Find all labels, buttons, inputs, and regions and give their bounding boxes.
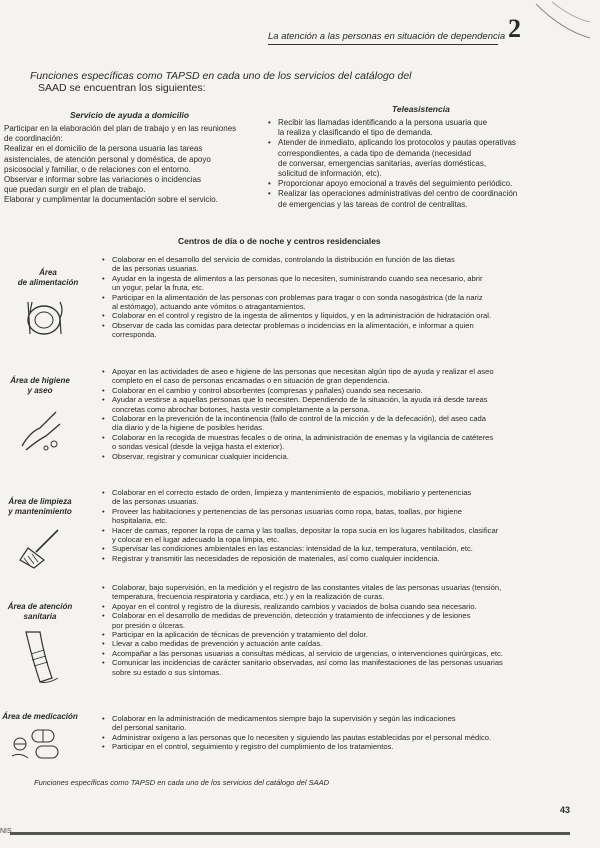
home-help-title: Servicio de ayuda a domicilio [70, 110, 190, 120]
area-label-food: Área de alimentación [17, 268, 79, 287]
centers-title: Centros de día o de noche y centros residenciales [178, 236, 381, 246]
telecare-line: de emergencias y las tareas de control de centralitas. [278, 199, 468, 209]
area-line: • Registrar y transmitir las necesidades de reposición de materiales, así como cualquier incidencia. [100, 554, 570, 563]
area-line: • Proveer las habitaciones y pertenencias de las personas usuarias como ropa, batas, toallas, por higiene [100, 507, 570, 516]
area-food-list [100, 255, 570, 340]
area-line: y colocar en el lugar adecuado la ropa limpia, etc. [112, 535, 280, 545]
chapter-number: 2 [508, 14, 521, 43]
page-number: 43 [560, 805, 571, 815]
home-help-line: Observar e informar sobre las variaciones o incidencias [4, 175, 201, 185]
area-line: • Colaborar, bajo supervisión, en la medición y el registro de las constantes vitales de las personas usuarias (tensión, [100, 583, 570, 592]
area-line: • Colaborar en el desarrollo de medidas de prevención, detección y tratamiento de infecciones y de lesiones [100, 611, 570, 620]
hygiene-hand-icon [16, 402, 66, 454]
home-help-line: Elaborar y cumplimentar la documentación sobre el servicio. [4, 195, 218, 205]
area-line: • Colaborar en el correcto estado de orden, limpieza y mantenimiento de espacios, mobiliario y pertenencias [100, 488, 570, 497]
intro-line: SAAD se encuentran los siguientes: [38, 82, 206, 94]
medication-pills-icon [10, 724, 68, 764]
area-line: hospitalaria, etc. [112, 516, 168, 526]
area-line: • Participar en la alimentación de las personas con problemas para tragar o con sonda nasogástrica (de la nariz [100, 293, 570, 302]
telecare-line: • Realizar las operaciones administrativas del centro de coordinación [268, 189, 586, 199]
cleaning-broom-icon [14, 526, 66, 570]
home-help-line: Realizar en el domicilio de la persona usuaria las tareas [4, 144, 203, 154]
area-line: sobre su estado o sus síntomas. [112, 667, 222, 677]
intro-line: Funciones específicas como TAPSD en cada uno de los servicios del catálogo del [30, 70, 412, 82]
page-curl-icon [532, 0, 592, 40]
edge-mark: NIS [0, 828, 12, 835]
telecare-line: de conversar, emergencias sanitarias, averías domésticas, [278, 158, 487, 168]
area-line: • Participar en la aplicación de técnicas de prevención y tratamiento del dolor. [100, 630, 570, 639]
area-line: • Ayudar en la ingesta de alimentos a las personas que lo necesiten, suministrando cuando sea necesario, abrir [100, 274, 570, 283]
area-line: de las personas usuarias. [112, 264, 199, 274]
area-line: • Colaborar en la prevención de la incontinencia (fallo de control de la micción y de la defecación), del aseo cada [100, 414, 570, 423]
area-line: día diario y de la higiene de posibles heridas. [112, 423, 264, 433]
area-line: de las personas usuarias. [112, 497, 199, 507]
area-line: • Apoyar en el control y registro de la diuresis, realizando cambios y vaciados de bolsa cuando sea necesario. [100, 602, 570, 611]
area-line: del personal sanitario. [112, 723, 187, 733]
telecare-line: • Recibir las llamadas identificando a la persona usuaria que [268, 118, 586, 128]
area-line: por presión o úlceras. [112, 620, 186, 630]
area-line: • Colaborar en el desarrollo del servicio de comidas, controlando la distribución en función de las dietas [100, 255, 570, 264]
area-line: • Colaborar en el cambio y control absorbentes (compresas y pañales) cuando sea necesario. [100, 386, 570, 395]
home-help-line: asistenciales, de atención personal y doméstica, de apoyo [4, 154, 211, 164]
area-line: • Colaborar en el control y registro de la ingesta de alimentos y líquidos, y en la administración de hidratación oral. [100, 311, 570, 320]
food-plate-icon [20, 296, 68, 340]
area-medication-list [100, 714, 570, 752]
telecare-line: • Proporcionar apoyo emocional a través del seguimiento periódico. [268, 179, 586, 189]
area-line: • Colaborar en la administración de medicamentos siempre bajo la supervisión y según las indicaciones [100, 714, 570, 723]
home-help-list [4, 124, 266, 206]
home-help-line: psicosocial y familiar, o de relaciones con el entorno. [4, 164, 191, 174]
area-line: • Apoyar en las actividades de aseo e higiene de las personas que necesitan algún tipo de ayuda y realizar el aseo [100, 367, 570, 376]
area-line: • Supervisar las condiciones ambientales en las estancias: intensidad de la luz, temperatura, ventilación, etc. [100, 544, 570, 553]
area-line: un yogur, pelar la fruta, etc. [112, 283, 205, 293]
area-label-hygiene: Área de higiene y aseo [10, 376, 70, 395]
area-label-cleaning: Área de limpieza y mantenimiento [8, 497, 72, 516]
intro-paragraph [30, 70, 470, 94]
telecare-line: • Atender de inmediato, aplicando los protocolos y pautas operativas [268, 138, 586, 148]
area-line: • Acompañar a las personas usuarias a consultas médicas, al servicio de urgencias, o intervenciones quirúrgicas, etc. [100, 649, 570, 658]
running-header: La atención a las personas en situación de dependencia [268, 31, 506, 42]
area-cleaning-list [100, 488, 570, 563]
telecare-list [268, 118, 586, 210]
area-line: completo en el caso de personas encamadas o en situación de gran dependencia. [112, 376, 390, 386]
area-line: o sondas vesical (desde la vejiga hasta el exterior). [112, 442, 285, 452]
telecare-line: correspondientes, a cada tipo de demanda (necesidad [278, 148, 472, 158]
home-help-line: que puedan surgir en el plan de trabajo. [4, 185, 146, 195]
home-help-line: Participar en la elaboración del plan de trabajo y en las reuniones [4, 124, 237, 133]
area-line: • Ayudar a vestirse a aquellas personas que lo necesiten. Dependiendo de la situación, la ayuda irá desde tareas [100, 395, 570, 404]
area-label-medication: Área de medicación [2, 712, 78, 721]
telecare-title: Teleasistencia [392, 104, 450, 114]
area-line: • Observar de cada las comidas para detectar problemas o incidencias en la alimentación, e informar a quien [100, 321, 570, 330]
figure-caption: Funciones específicas como TAPSD en cada uno de los servicios del catálogo del SAAD [34, 778, 330, 787]
area-hygiene-list [100, 367, 570, 461]
area-line: • Administrar oxígeno a las personas que lo necesiten y siguiendo las pautas establecidas por el personal médico. [100, 733, 570, 742]
area-line: corresponda. [112, 330, 157, 340]
area-line: • Comunicar las incidencias de carácter sanitario observadas, así como las manifestaciones de las personas usuarias [100, 658, 570, 667]
area-line: al estómago), actuando ante vómitos o atragantamientos. [112, 302, 306, 312]
bandage-arm-icon [18, 628, 68, 686]
home-help-line: de coordinación: [4, 134, 63, 144]
area-line: concretas como abrochar botones, hasta vestir completamente a la persona. [112, 404, 370, 414]
area-line: • Participar en el control, seguimiento y registro del cumplimiento de los tratamientos. [100, 742, 570, 751]
area-health-list [100, 583, 570, 677]
bottom-rule [10, 832, 570, 835]
area-line: • Colaborar en la recogida de muestras fecales o de orina, la administración de enemas y la vigilancia de catéteres [100, 433, 570, 442]
telecare-line: la realiza y clasificando el tipo de demanda. [278, 128, 433, 138]
area-line: • Hacer de camas, reponer la ropa de cama y las toallas, depositar la ropa sucia en los lugares habilitados, clasificar [100, 526, 570, 535]
telecare-line: solicitud de información, etc). [278, 169, 382, 179]
area-line: • Llevar a cabo medidas de prevención y actuación ante caídas. [100, 639, 570, 648]
header-rule [268, 44, 498, 45]
area-label-health: Área de atención sanitaria [7, 602, 73, 621]
area-line: temperatura, frecuencia respiratoria y cardiaca, etc.) y en la realización de curas. [112, 592, 385, 602]
area-line: • Observar, registrar y comunicar cualquier incidencia. [100, 452, 570, 461]
